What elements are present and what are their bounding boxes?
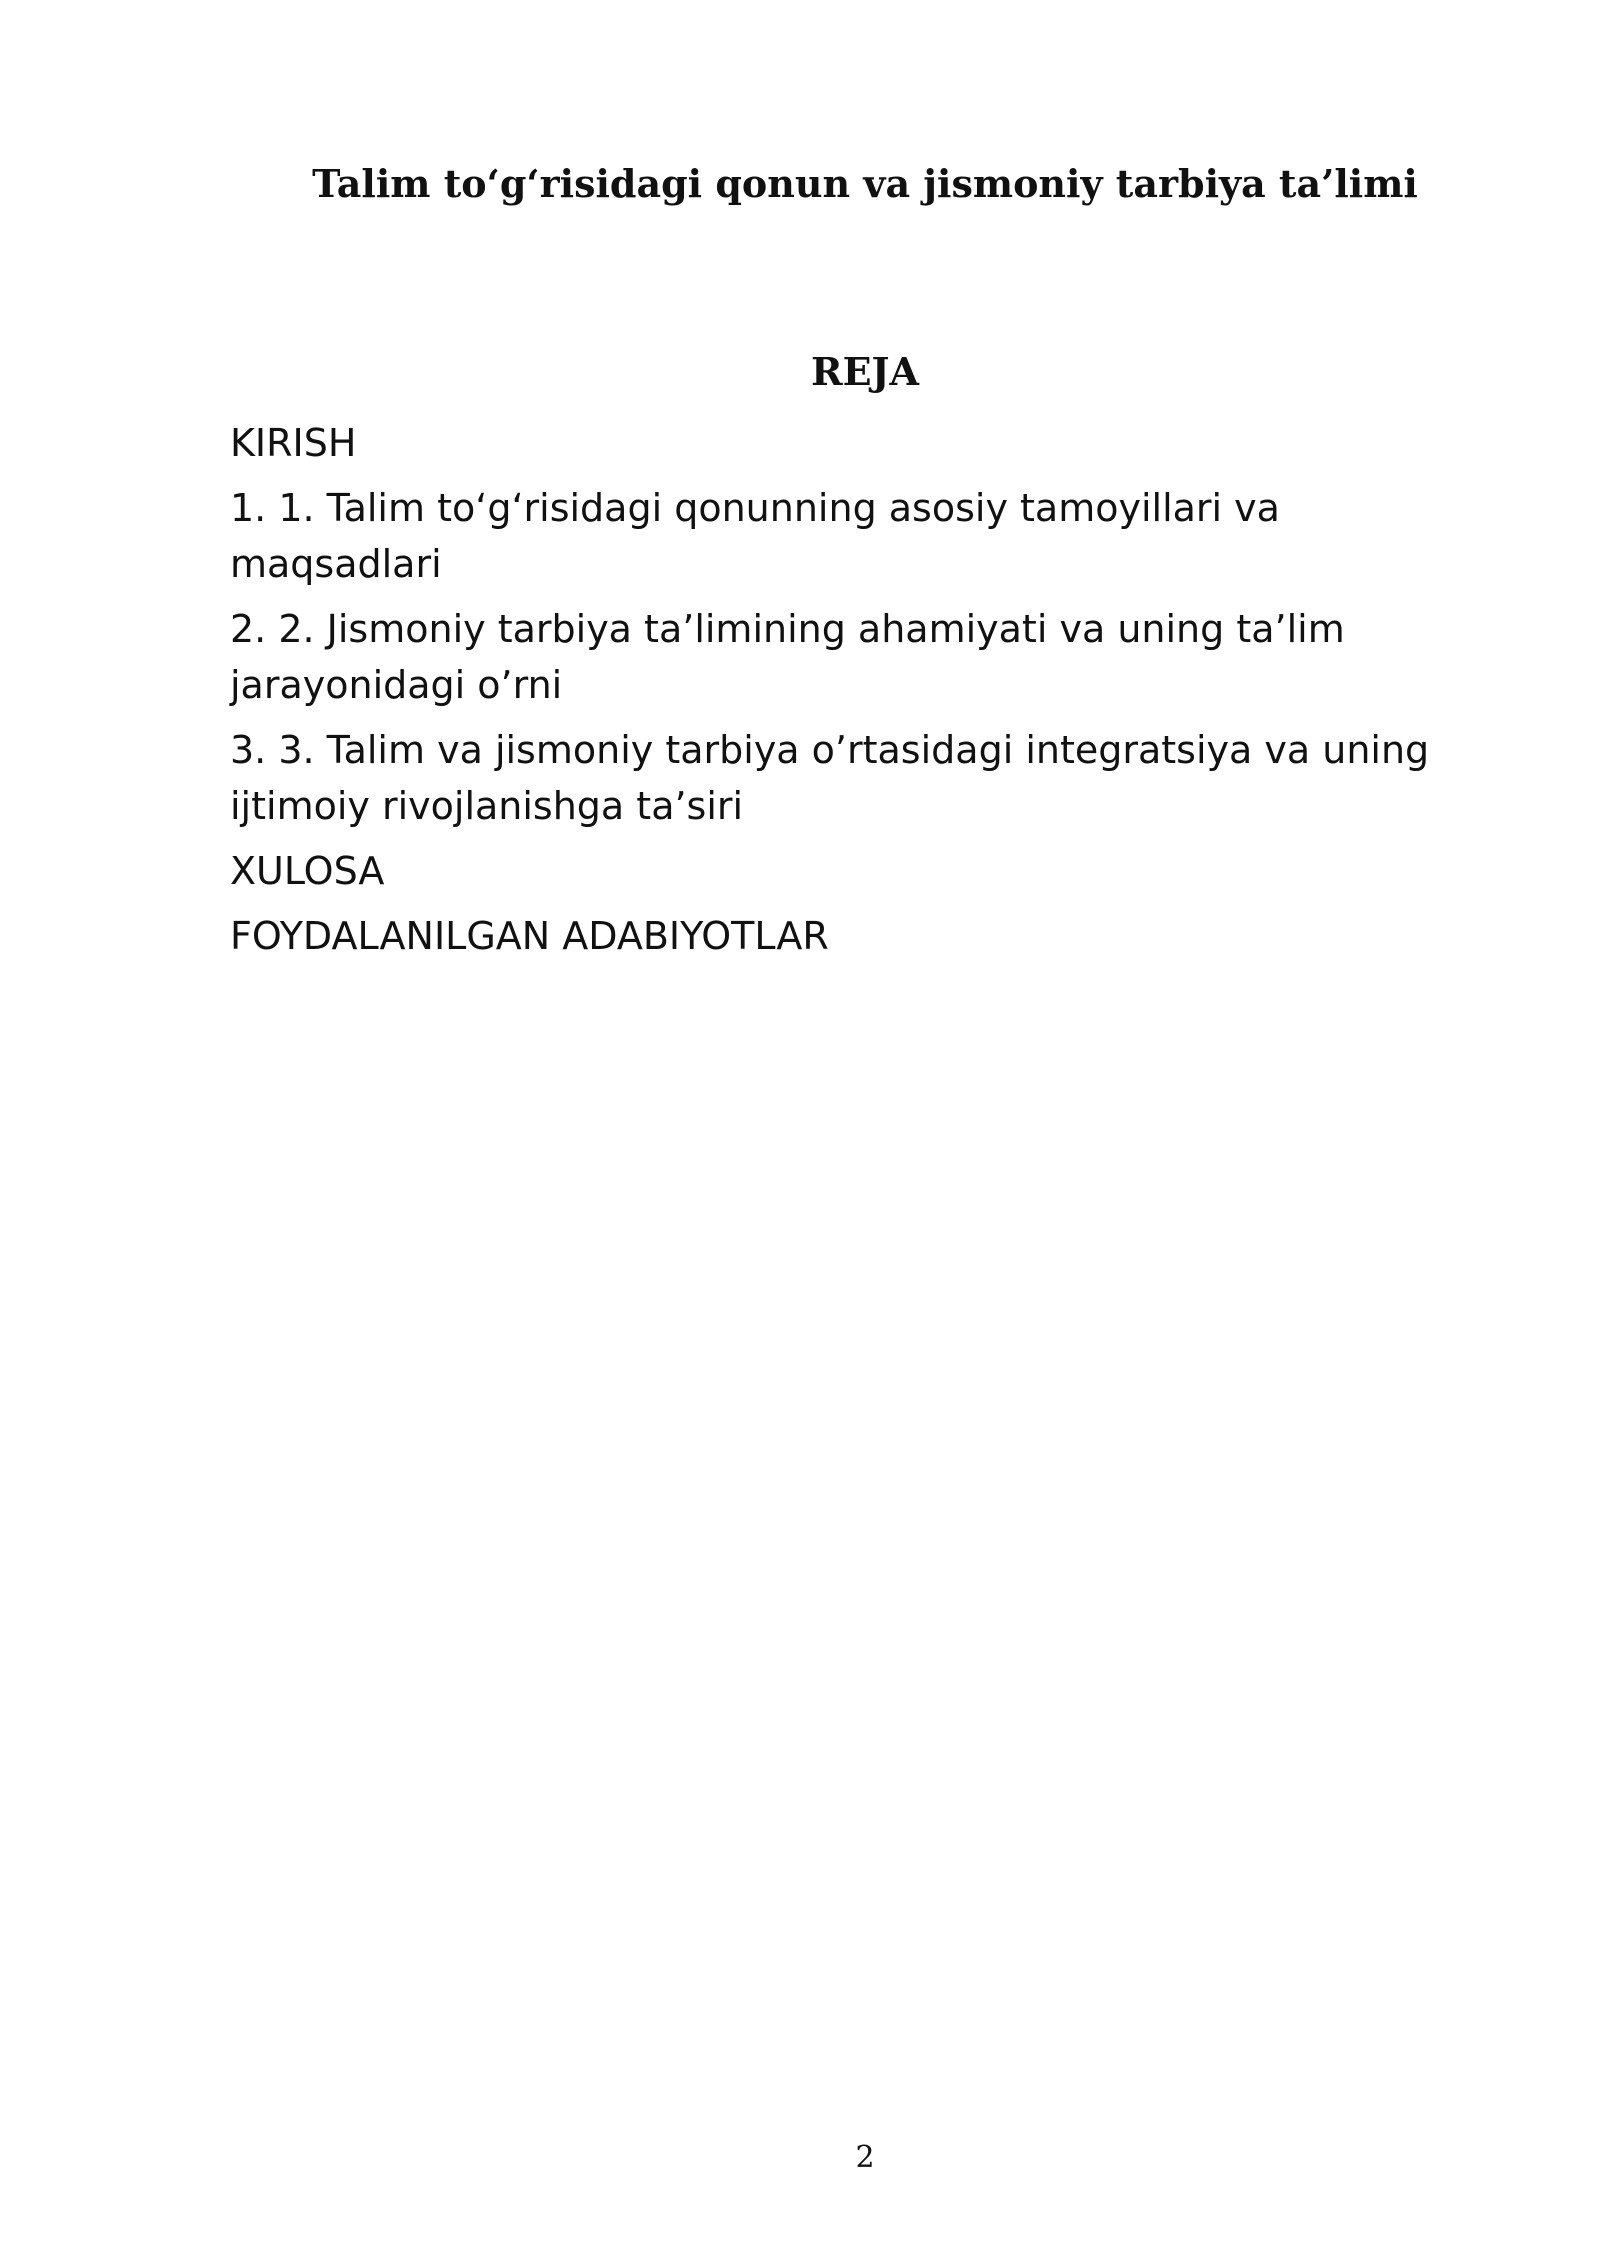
plan-item-1: 1. 1. Talim to‘g‘risidagi qonunning asosiy tamoyillari va maqsadlari [230,486,1280,586]
page-number: 2 [855,2140,875,2175]
plan-item-3: 3. 3. Talim va jismoniy tarbiya o’rtasidagi integratsiya va uning ijtimoiy rivojlanishga ta’siri [230,728,1430,828]
plan-item-references: FOYDALANILGAN ADABIYOTLAR [230,914,829,958]
plan-item-2: 2. 2. Jismoniy tarbiya ta’limining ahamiyati va uning ta’lim jarayonidagi o’rni [230,607,1345,707]
document-title: Talim to‘g‘risidagi qonun va jismoniy tarbiya ta’limi [312,161,1418,206]
plan-item-introduction: KIRISH [230,421,357,465]
plan-heading: REJA [810,349,919,394]
plan-item-conclusion: XULOSA [230,849,385,893]
plan-list [230,415,1490,973]
